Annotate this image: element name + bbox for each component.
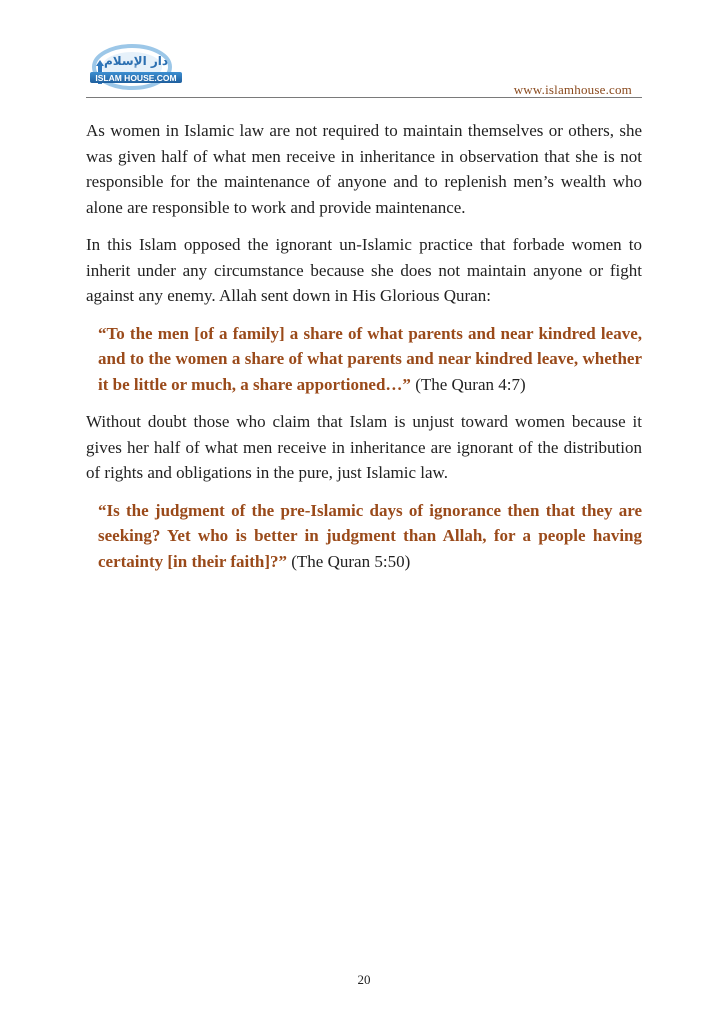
quote-1-text: “To the men [of a family] a share of what parents and near kindred leave, and to the women a share of what parents and near kindred leave, whether it be little or much, a share apportioned…” — [98, 323, 642, 394]
svg-text:دار الإسلام: دار الإسلام — [103, 54, 169, 68]
paragraph-1: As women in Islamic law are not required to maintain themselves or others, she was given half of what men receive in inheritance in observation that she is not responsible for the maintenance of anyone and to replenish men’s wealth who alone are responsible to work and provide maintenance. — [86, 121, 642, 217]
quote-2-reference: (The Quran 5:50) — [291, 551, 411, 571]
quran-quote-2 — [86, 498, 642, 575]
paragraph-2: In this Islam opposed the ignorant un-Islamic practice that forbade women to inherit under any circumstance because she does not maintain anyone or fight against any enemy. Allah sent down in His Glorious Quran: — [86, 235, 642, 305]
page-number: 20 — [357, 972, 371, 987]
quote-1-reference: (The Quran 4:7) — [415, 374, 526, 394]
quran-quote-1 — [86, 321, 642, 398]
header-rule — [86, 97, 642, 98]
islamhouse-logo — [86, 40, 196, 96]
paragraph-3: Without doubt those who claim that Islam is unjust toward women because it gives her half of what men receive in inheritance are ignorant of the distribution of rights and obligations in the pure, just Islamic law. — [86, 412, 642, 482]
page-content — [86, 118, 642, 586]
site-url[interactable]: www.islamhouse.com — [513, 82, 632, 97]
page-header — [86, 40, 642, 98]
quote-2-text: “Is the judgment of the pre-Islamic days of ignorance then that they are seeking? Yet who is better in judgment than Allah, for a people having certainty [in their faith]?” — [98, 500, 642, 571]
svg-text:ISLAM HOUSE.COM: ISLAM HOUSE.COM — [95, 73, 177, 83]
